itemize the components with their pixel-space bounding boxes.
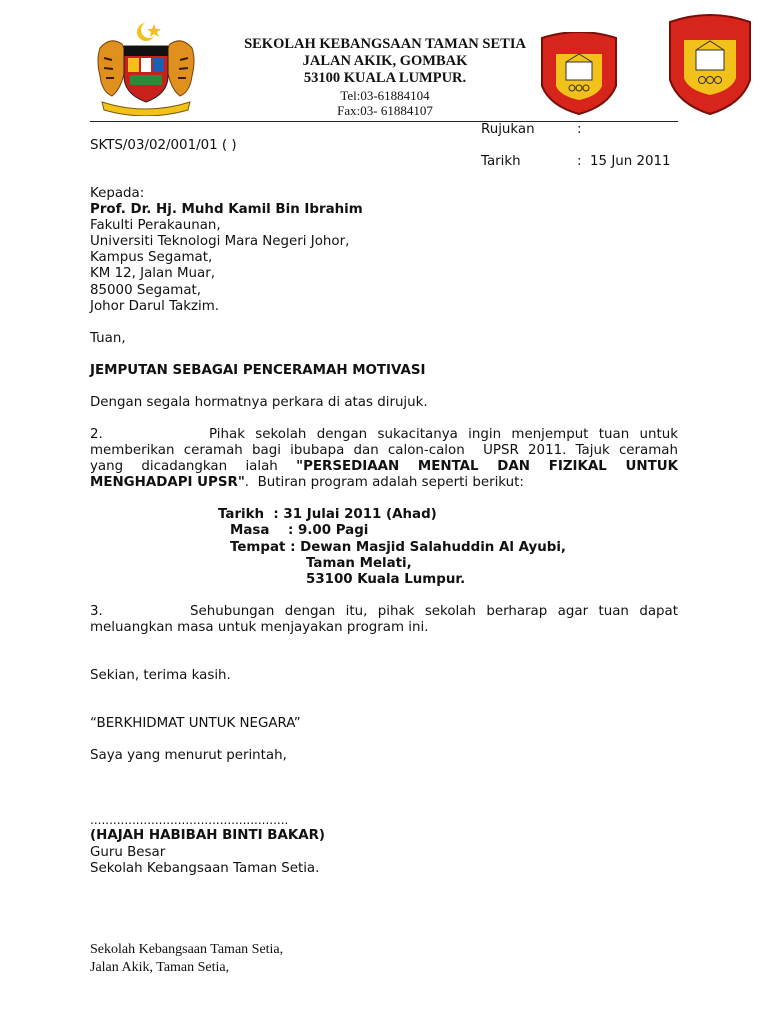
para2-line1: Pihak sekolah dengan sukacitanya ingin menjemput tuan untuk [209, 427, 678, 442]
para3-number: 3. [90, 604, 103, 619]
tarikh-label: Tarikh [481, 154, 521, 169]
rujukan-label: Rujukan [481, 122, 535, 137]
footer-line1: Sekolah Kebangsaan Taman Setia, [90, 942, 284, 957]
signatory-title: Guru Besar [90, 845, 166, 860]
tarikh-value: : 15 Jun 2011 [577, 154, 671, 169]
letterhead-divider [90, 121, 678, 122]
para2-line4-text: . Butiran program adalah seperti berikut: [244, 475, 524, 490]
program-masa: Masa : 9.00 Pagi [230, 523, 369, 538]
closing-line: Sekian, terima kasih. [90, 668, 231, 683]
recipient-name: Prof. Dr. Hj. Muhd Kamil Bin Ibrahim [90, 202, 363, 217]
school-badge-small [536, 32, 622, 116]
para2-line2: memberikan ceramah bagi ibubapa dan calon-calon UPSR 2011. Tajuk ceramah [90, 443, 678, 458]
recipient-address-line: Fakulti Perakaunan, [90, 218, 221, 233]
school-fax: Fax:03- 61884107 [337, 103, 433, 118]
para2-line4 [90, 475, 678, 491]
signature-dots: .................................................... [90, 813, 289, 827]
school-badge-large [664, 14, 756, 116]
program-tempat-line3: 53100 Kuala Lumpur. [306, 572, 466, 587]
para3-line2: meluangkan masa untuk menjayakan program ini. [90, 620, 429, 635]
school-name: SEKOLAH KEBANGSAAN TAMAN SETIA [244, 36, 526, 52]
rujukan-colon: : [577, 122, 582, 137]
recipient-address-line: KM 12, Jalan Muar, [90, 266, 215, 281]
program-tempat-line2: Taman Melati, [306, 556, 412, 571]
motto: “BERKHIDMAT UNTUK NEGARA” [90, 716, 301, 731]
seminar-title-part1: "PERSEDIAAN MENTAL DAN FIZIKAL UNTUK [296, 459, 678, 474]
intro-paragraph: Dengan segala hormatnya perkara di atas dirujuk. [90, 395, 428, 410]
letter-subject: JEMPUTAN SEBAGAI PENCERAMAH MOTIVASI [90, 363, 426, 378]
salutation: Tuan, [90, 331, 126, 346]
school-tel: Tel:03-61884104 [340, 88, 430, 103]
school-address-line1: JALAN AKIK, GOMBAK [302, 53, 468, 69]
para2-line3 [90, 459, 678, 475]
para2-line3-text: yang dicadangkan ialah [90, 459, 297, 474]
seminar-title-part2: MENGHADAPI UPSR" [90, 475, 245, 490]
signatory-name: (HAJAH HABIBAH BINTI BAKAR) [90, 828, 326, 843]
school-address-line2: 53100 KUALA LUMPUR. [303, 70, 467, 86]
program-tarikh: Tarikh : 31 Julai 2011 (Ahad) [218, 507, 437, 522]
program-tempat: Tempat : Dewan Masjid Salahuddin Al Ayubi, [230, 540, 566, 555]
recipient-address-line: Universiti Teknologi Mara Negeri Johor, [90, 234, 350, 249]
saya-line: Saya yang menurut perintah, [90, 748, 287, 763]
recipient-address-line: 85000 Segamat, [90, 283, 202, 298]
para2-number: 2. [90, 427, 103, 442]
kepada-label: Kepada: [90, 186, 145, 201]
para3-line1: Sehubungan dengan itu, pihak sekolah berharap agar tuan dapat [190, 604, 678, 619]
recipient-address-line: Johor Darul Takzim. [90, 299, 220, 314]
reference-number: SKTS/03/02/001/01 ( ) [90, 138, 237, 153]
coat-of-arms-emblem [92, 18, 200, 116]
recipient-address-line: Kampus Segamat, [90, 250, 213, 265]
footer-line2: Jalan Akik, Taman Setia, [90, 960, 230, 975]
signatory-school: Sekolah Kebangsaan Taman Setia. [90, 861, 320, 876]
